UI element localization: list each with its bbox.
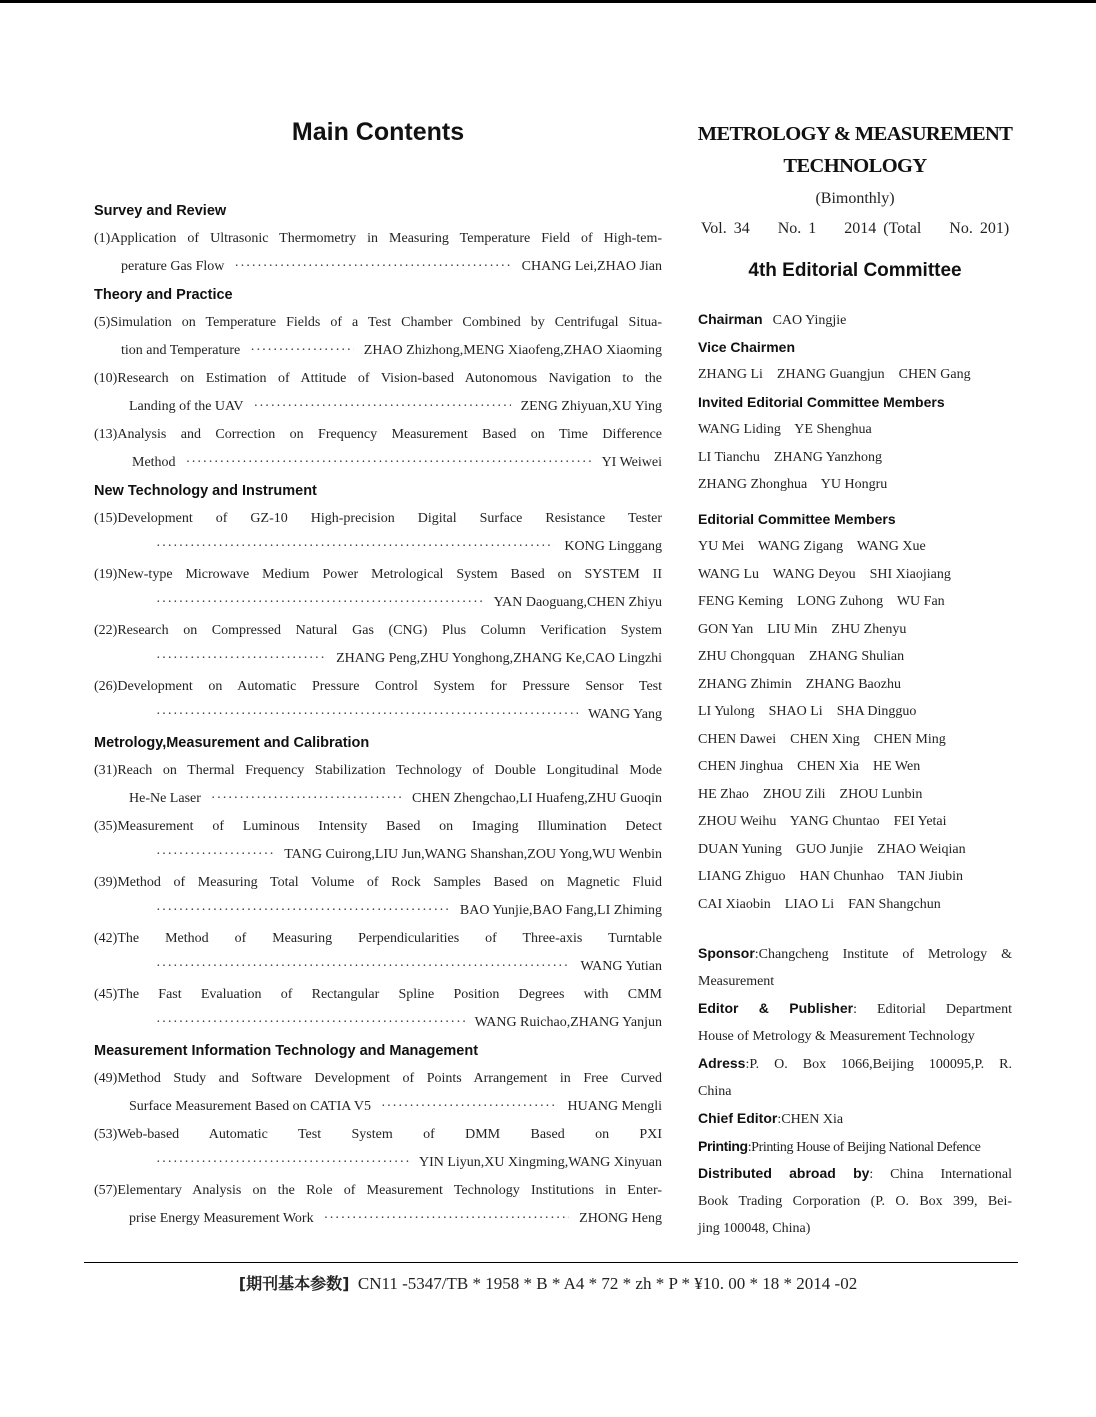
entry-title-line	[94, 757, 662, 785]
entry-title: Research on Compressed Natural Gas (CNG) Plus Column Verification System	[117, 623, 662, 638]
contents-entry[interactable]	[94, 981, 662, 1037]
editor-publisher-label: Editor & Publisher	[698, 1000, 854, 1016]
distributed-value: : China International	[869, 1167, 1013, 1182]
entry-author-line	[94, 897, 662, 925]
entry-authors: YIN Liyun,XU Xingming,WANG Xinyuan	[418, 1155, 662, 1170]
entry-authors: TANG Cuirong,LIU Jun,WANG Shanshan,ZOU Yong,WU Wenbin	[284, 847, 662, 862]
entry-title-line	[94, 869, 662, 897]
entry-page-number: (57)	[94, 1183, 118, 1198]
entry-title-continuation: tion and Temperature	[121, 343, 241, 358]
chief-editor-line	[698, 1105, 1012, 1133]
entry-title: The Fast Evaluation of Rectangular Spline Position Degrees with CMM	[117, 987, 662, 1002]
entry-authors: WANG Ruichao,ZHANG Yanjun	[474, 1015, 662, 1030]
entry-authors: YAN Daoguang,CHEN Zhiyu	[493, 595, 662, 610]
journal-frequency: (Bimonthly)	[815, 190, 895, 207]
entry-author-line	[94, 1093, 662, 1121]
dot-leader	[211, 785, 402, 813]
entry-author-line	[94, 253, 662, 281]
entry-title: Method Study and Software Development of Points Arrangement in Free Curved	[117, 1071, 662, 1086]
entry-page-number: (10)	[94, 371, 118, 386]
entry-authors: YI Weiwei	[601, 455, 662, 470]
entry-title: Web-based Automatic Test System of DMM Based on PXI	[117, 1127, 662, 1142]
entry-page-number: (26)	[94, 679, 118, 694]
entry-title-line	[94, 309, 662, 337]
entry-page-number: (53)	[94, 1127, 118, 1142]
masthead-column	[698, 118, 1012, 1243]
address-line-2: China	[698, 1083, 732, 1099]
entry-title-line	[94, 365, 662, 393]
dot-leader	[156, 953, 570, 981]
contents-entry[interactable]	[94, 757, 662, 813]
footer-rule	[84, 1262, 1018, 1263]
entry-title: Reach on Thermal Frequency Stabilization Technology of Double Longitudinal Mode	[117, 763, 662, 778]
entry-title-continuation: Landing of the UAV	[129, 399, 244, 414]
entry-authors: WANG Yutian	[580, 959, 662, 974]
entry-title: Analysis and Correction on Frequency Measurement Based on Time Difference	[117, 427, 662, 442]
sponsor-label: Sponsor	[698, 945, 755, 961]
section-heading: Metrology,Measurement and Calibration	[94, 735, 370, 751]
entry-page-number: (39)	[94, 875, 118, 890]
chairman-label: Chairman	[698, 311, 763, 327]
contents-entry[interactable]	[94, 617, 662, 673]
entry-title: Development of GZ-10 High-precision Digital Surface Resistance Tester	[117, 511, 662, 526]
distributed-line-3: jing 100048, China)	[698, 1221, 811, 1236]
entry-title-line	[94, 1177, 662, 1205]
entry-title: Simulation on Temperature Fields of a Test Chamber Combined by Centrifugal Situa-	[110, 315, 662, 330]
contents-entry[interactable]	[94, 561, 662, 617]
vice-chairmen-list	[698, 361, 1012, 389]
entry-author-line	[94, 589, 662, 617]
invited-members-names: ZHANG Zhonghua YU Hongru	[698, 477, 888, 492]
entry-page-number: (22)	[94, 623, 118, 638]
editor-publisher-line-2: House of Metrology & Measurement Technology	[698, 1028, 975, 1044]
committee-members-names: FENG Keming LONG Zuhong WU Fan	[698, 594, 945, 609]
entry-title-line	[94, 673, 662, 701]
entry-title-continuation: prise Energy Measurement Work	[129, 1211, 314, 1226]
entry-title: Research on Estimation of Attitude of Vision-based Autonomous Navigation to the	[117, 371, 662, 386]
entry-title-line	[94, 421, 662, 449]
entry-title: New-type Microwave Medium Power Metrological System Based on SYSTEM II	[117, 567, 662, 582]
editor-publisher-value: : Editorial Department	[853, 1002, 1012, 1017]
contents-entry[interactable]	[94, 505, 662, 561]
entry-title-line	[94, 1121, 662, 1149]
committee-members-names: LIANG Zhiguo HAN Chunhao TAN Jiubin	[698, 869, 963, 884]
invited-members-list	[698, 416, 1012, 499]
entry-authors: CHEN Zhengchao,LI Huafeng,ZHU Guoqin	[412, 791, 662, 806]
dot-leader	[156, 589, 484, 617]
entry-author-line	[94, 393, 662, 421]
contents-entry[interactable]	[94, 309, 662, 365]
dot-leader	[156, 701, 578, 729]
entry-page-number: (19)	[94, 567, 118, 582]
entry-page-number: (35)	[94, 819, 118, 834]
entry-title-continuation: Surface Measurement Based on CATIA V5	[129, 1099, 371, 1114]
invited-members-names: LI Tianchu ZHANG Yanzhong	[698, 449, 882, 465]
parameters-label: [期刊基本参数]	[238, 1274, 350, 1293]
entry-title-line	[94, 225, 662, 253]
entry-page-number: (42)	[94, 931, 118, 946]
entry-author-line	[94, 841, 662, 869]
entry-title: The Method of Measuring Perpendicularities of Three-axis Turntable	[117, 931, 662, 946]
journal-volume: Vol. 34 No. 1 2014 (Total No. 201)	[700, 220, 1010, 237]
journal-parameters	[0, 1270, 1096, 1298]
committee-members-names: LI Yulong SHAO Li SHA Dingguo	[698, 704, 917, 719]
entry-authors: WANG Yang	[588, 707, 662, 722]
committee-members-names: CAI Xiaobin LIAO Li FAN Shangchun	[698, 896, 941, 912]
chairman-line	[698, 306, 1012, 334]
committee-members-names: ZHANG Zhimin ZHANG Baozhu	[698, 676, 901, 692]
entry-authors: ZHONG Heng	[579, 1211, 662, 1226]
distributed-line-2: Book Trading Corporation (P. O. Box 399, Bei-	[698, 1193, 1012, 1209]
sponsor-line	[698, 940, 1012, 968]
contents-entry[interactable]	[94, 225, 662, 281]
committee-members-label: Editorial Committee Members	[698, 510, 896, 527]
entry-authors: CHANG Lei,ZHAO Jian	[521, 259, 662, 274]
sponsor-line-2: Measurement	[698, 973, 775, 989]
committee-members-list	[698, 533, 1012, 918]
entry-page-number: (5)	[94, 315, 111, 330]
contents-entry[interactable]	[94, 365, 662, 421]
journal-title-line2: TECHNOLOGY	[783, 155, 927, 177]
dot-leader	[156, 645, 326, 673]
contents-entry[interactable]	[94, 869, 662, 925]
contents-entry[interactable]	[94, 1065, 662, 1121]
sponsor-value: :Changcheng Institute of Metrology &	[754, 947, 1012, 962]
section-heading: Theory and Practice	[94, 287, 233, 303]
entry-title: Measurement of Luminous Intensity Based on Imaging Illumination Detect	[117, 819, 662, 834]
entry-title-continuation: Method	[132, 455, 176, 470]
entry-author-line	[94, 701, 662, 729]
entry-author-line	[94, 1009, 662, 1037]
entry-page-number: (45)	[94, 987, 118, 1002]
entry-author-line	[94, 953, 662, 981]
section-heading: New Technology and Instrument	[94, 483, 317, 499]
entry-title-line	[94, 813, 662, 841]
dot-leader	[250, 337, 353, 365]
entry-authors: ZHAO Zhizhong,MENG Xiaofeng,ZHAO Xiaoming	[363, 343, 662, 358]
imprint-block	[698, 940, 1012, 1243]
entry-author-line	[94, 533, 662, 561]
address-line	[698, 1050, 1012, 1078]
contents-title: Main Contents	[291, 118, 465, 146]
dot-leader	[156, 1149, 409, 1177]
entry-title-line	[94, 505, 662, 533]
committee-roster	[698, 306, 1012, 918]
entry-title-line	[94, 925, 662, 953]
entry-authors: KONG Linggang	[564, 539, 662, 554]
contents-sections	[94, 197, 662, 1233]
entry-authors: BAO Yunjie,BAO Fang,LI Zhiming	[459, 903, 662, 918]
entry-author-line	[94, 337, 662, 365]
committee-members-names: HE Zhao ZHOU Zili ZHOU Lunbin	[698, 786, 923, 802]
entry-authors: HUANG Mengli	[567, 1099, 662, 1114]
contents-column	[94, 118, 662, 1233]
entry-title: Elementary Analysis on the Role of Measurement Technology Institutions in Enter-	[117, 1183, 662, 1198]
printing-line	[698, 1133, 1012, 1161]
dot-leader	[156, 533, 554, 561]
committee-members-names: ZHU Chongquan ZHANG Shulian	[698, 649, 905, 664]
dot-leader	[253, 393, 510, 421]
editor-publisher-line	[698, 995, 1012, 1023]
committee-members-names: GON Yan LIU Min ZHU Zhenyu	[698, 621, 907, 637]
chairman-name: CAO Yingjie	[772, 313, 847, 328]
entry-title: Method of Measuring Total Volume of Rock Samples Based on Magnetic Fluid	[117, 875, 662, 890]
entry-title-line	[94, 981, 662, 1009]
printing-label: Printing	[698, 1137, 748, 1154]
committee-members-names: CHEN Jinghua CHEN Xia HE Wen	[698, 759, 921, 774]
parameters-value: CN11 -5347/TB * 1958 * B * A4 * 72 * zh * P * ¥10. 00 * 18 * 2014 -02	[357, 1274, 858, 1293]
entry-page-number: (31)	[94, 763, 118, 778]
entry-page-number: (15)	[94, 511, 118, 526]
contents-entry[interactable]	[94, 673, 662, 729]
vice-chairmen-names: ZHANG Li ZHANG Guangjun CHEN Gang	[698, 367, 971, 382]
committee-members-names: CHEN Dawei CHEN Xing CHEN Ming	[698, 731, 946, 747]
entry-page-number: (1)	[94, 231, 111, 246]
contents-entry[interactable]	[94, 813, 662, 869]
distributed-line	[698, 1160, 1012, 1188]
entry-author-line	[94, 1205, 662, 1233]
dot-leader	[324, 1205, 570, 1233]
address-label: Adress	[698, 1055, 746, 1071]
committee-members-names: WANG Lu WANG Deyou SHI Xiaojiang	[698, 566, 951, 582]
entry-author-line	[94, 1149, 662, 1177]
entry-title: Development on Automatic Pressure Control System for Pressure Sensor Test	[117, 679, 662, 694]
section-heading: Measurement Information Technology and Management	[94, 1043, 479, 1059]
chief-editor-label: Chief Editor	[698, 1110, 778, 1126]
committee-members-names: DUAN Yuning GUO Junjie ZHAO Weiqian	[698, 841, 966, 857]
entry-author-line	[94, 785, 662, 813]
distributed-label: Distributed abroad by	[698, 1165, 870, 1181]
invited-members-label: Invited Editorial Committee Members	[698, 393, 945, 410]
address-value: :P. O. Box 1066,Beijing 100095,P. R.	[745, 1057, 1012, 1072]
dot-leader	[186, 449, 592, 477]
entry-title: Application of Ultrasonic Thermometry in Measuring Temperature Field of High-tem-	[110, 231, 662, 246]
entry-authors: ZHANG Peng,ZHU Yonghong,ZHANG Ke,CAO Lingzhi	[336, 651, 662, 666]
chief-editor-value: :CHEN Xia	[777, 1112, 844, 1127]
entry-title-continuation: He-Ne Laser	[129, 791, 201, 806]
vice-chairmen-label: Vice Chairmen	[698, 338, 796, 355]
dot-leader	[234, 253, 511, 281]
entry-author-line	[94, 449, 662, 477]
committee-members-names: ZHOU Weihu YANG Chuntao FEI Yetai	[698, 814, 947, 829]
entry-page-number: (13)	[94, 427, 118, 442]
top-border-rule	[0, 0, 1096, 3]
printing-value: :Printing House of Beijing National Defence	[747, 1139, 981, 1155]
section-heading: Survey and Review	[94, 203, 227, 219]
committee-members-names: YU Mei WANG Zigang WANG Xue	[698, 539, 926, 554]
entry-title-continuation: perature Gas Flow	[121, 259, 225, 274]
committee-title: 4th Editorial Committee	[748, 260, 962, 281]
dot-leader	[381, 1093, 558, 1121]
entry-author-line	[94, 645, 662, 673]
dot-leader	[156, 841, 274, 869]
entry-authors: ZENG Zhiyuan,XU Ying	[520, 399, 662, 414]
invited-members-names: WANG Liding YE Shenghua	[698, 422, 872, 437]
contents-entry[interactable]	[94, 925, 662, 981]
dot-leader	[156, 1009, 465, 1037]
journal-title-line1: METROLOGY & MEASUREMENT	[697, 123, 1013, 145]
entry-page-number: (49)	[94, 1071, 118, 1086]
entry-title-line	[94, 561, 662, 589]
entry-title-line	[94, 617, 662, 645]
dot-leader	[156, 897, 450, 925]
entry-title-line	[94, 1065, 662, 1093]
contents-entry[interactable]	[94, 1177, 662, 1233]
contents-entry[interactable]	[94, 1121, 662, 1177]
contents-entry[interactable]	[94, 421, 662, 477]
